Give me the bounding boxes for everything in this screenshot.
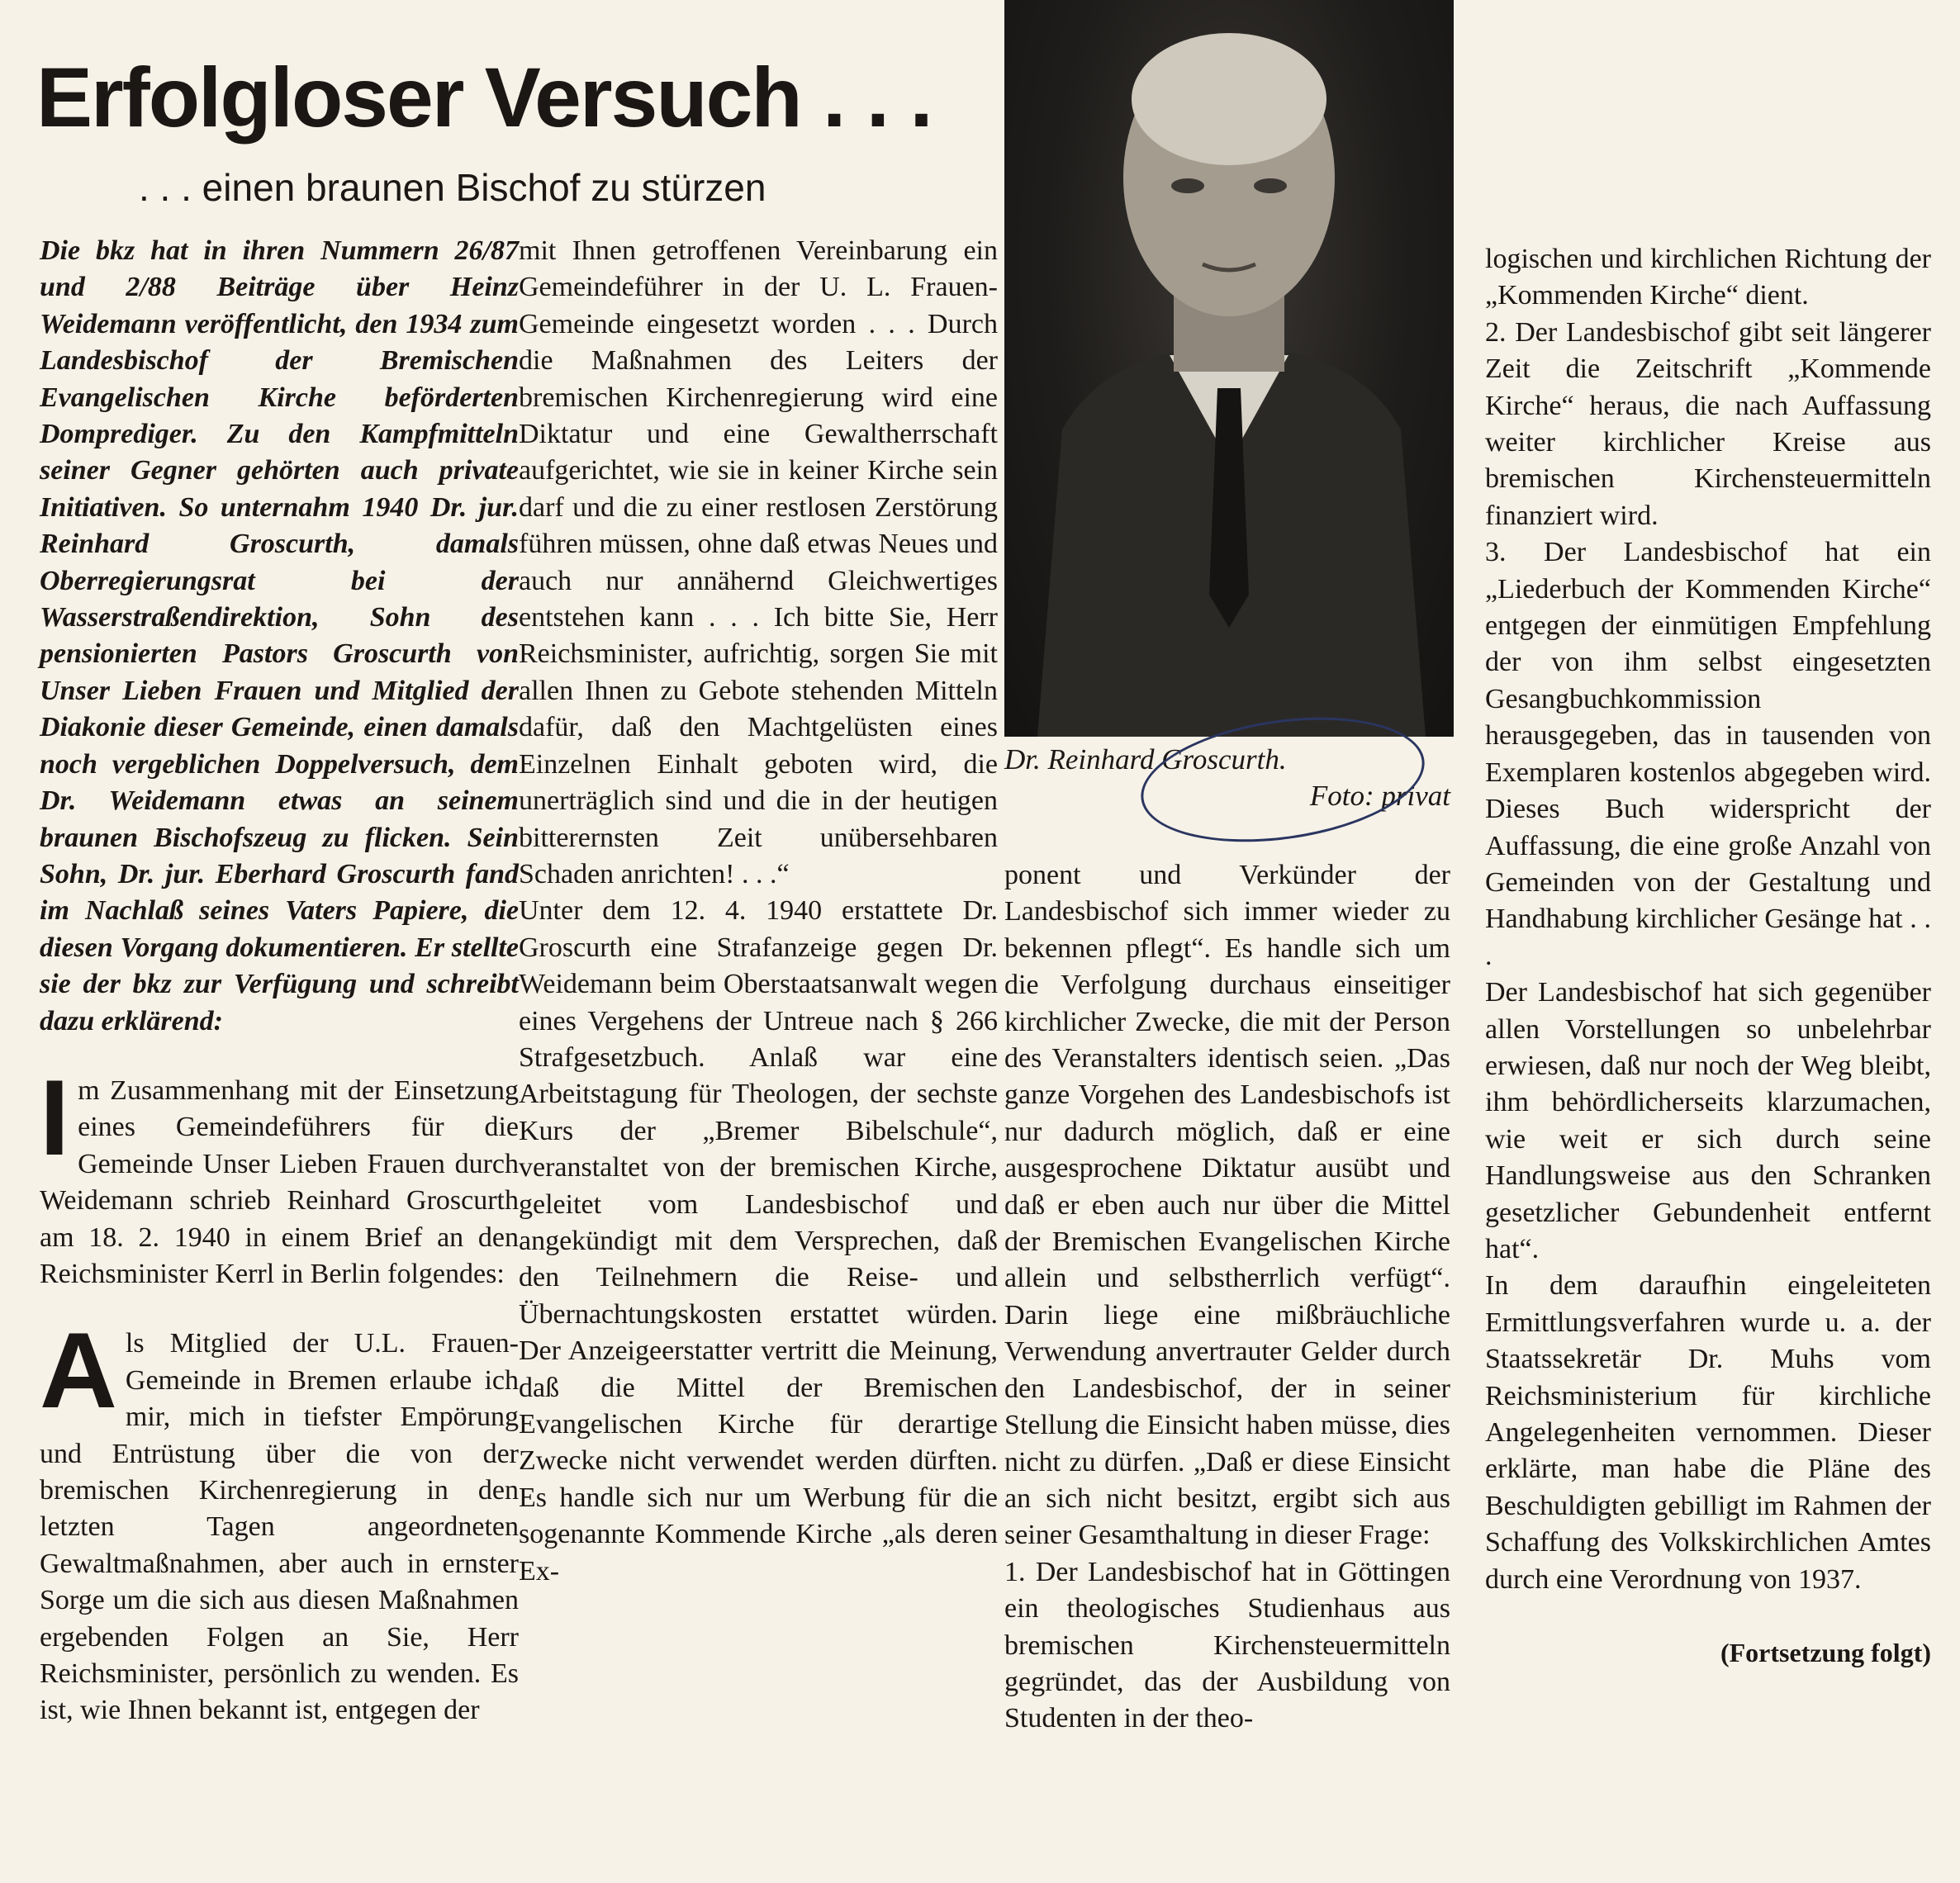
point-1: 1. Der Landesbischof hat in Göttingen ein theologisches Studienhaus aus bremischen Kirchensteuermitteln gegründet, das der Ausbildung von Studenten in der theo- xyxy=(1004,1556,1450,1734)
column-2 xyxy=(519,233,998,1590)
portrait-photo xyxy=(1004,0,1454,737)
drop-cap-i: I xyxy=(40,1056,70,1178)
column-4 xyxy=(1485,241,1931,1671)
point-1-continued: logischen und kirchlichen Richtung der „Kommenden Kirche“ dient. xyxy=(1485,244,1931,311)
paragraph-3: Unter dem 12. 4. 1940 erstattete Dr. Groscurth eine Strafanzeige gegen Dr. Weidemann beim Oberstaatsanwalt wegen eines Vergehens der Untreue nach § 266 Strafgesetzbuch. Anlaß war eine Arbeitstagung für Theologen, der sechste Kurs der „Bremer Bibelschule“, veranstaltet von der bremischen Kirche, geleitet vom Landesbischof und angekündigt mit dem Versprechen, daß den Teilnehmern die Reise- und Übernachtungskosten erstattet würden. Der Anzeigeerstatter vertritt die Meinung, daß die Mittel der Bremischen Evangelischen Kirche für derartige Zwecke nicht verwendet werden dürften. Es handle sich nur um Werbung für die sogenannte Kommende Kirche „als deren Ex- xyxy=(519,895,998,1587)
paragraph-1-text: m Zusammenhang mit der Einsetzung eines Gemeindeführers für die Gemeinde Unser Lieben Frauen durch Weidemann schrieb Reinhard Groscurth am 18. 2. 1940 in einem Brief an den Reichsminister Kerrl in Berlin folgendes: xyxy=(40,1074,519,1289)
paragraph-2-text: ls Mitglied der U.L. Frauen-Gemeinde in Bremen erlaube ich mir, mich in tiefster Empörung und Entrüstung über die von der bremischen Kirchenregierung in den letzten Tagen angeordneten Gewaltmaßnahmen, aber auch in ernster Sorge um die sich aus diesen Maßnahmen ergebenden Folgen an Sie, Herr Reichsminister, persönlich zu wenden. Es ist, wie Ihnen bekannt ist, entgegen der xyxy=(40,1328,519,1726)
point-2: 2. Der Landesbischof gibt seit längerer Zeit die Zeitschrift „Kommende Kirche“ heraus, die nach Auffassung weiter kirchlicher Kreise aus bremischen Kirchensteuermitteln finanziert wird. xyxy=(1485,316,1931,531)
intro-paragraph: Die bkz hat in ihren Nummern 26/87 und 2/88 Beiträge über Heinz Weidemann veröffentlicht, den 1934 zum Landesbischof der Bremischen Evangelischen Kirche beförderten Domprediger. Zu den Kampfmitteln seiner Gegner gehörten auch private Initiativen. So unternahm 1940 Dr. jur. Reinhard Groscurth, damals Oberregierungsrat bei der Wasserstraßendirektion, Sohn des pensionierten Pastors Groscurth von Unser Lieben Frauen und Mitglied der Diakonie dieser Gemeinde, einen damals noch vergeblichen Doppelversuch, dem Dr. Weidemann etwas an seinem braunen Bischofszeug zu flicken. Sein Sohn, Dr. jur. Eberhard Groscurth fand im Nachlaß seines Vaters Papiere, die diesen Vorgang dokumentieren. Er stellte sie der bkz zur Verfügung und schreibt dazu erklärend: xyxy=(40,235,519,1036)
portrait-illustration xyxy=(1004,0,1454,737)
caption-text: Dr. Reinhard Groscurth. xyxy=(1004,743,1287,775)
subheadline: . . . einen braunen Bischof zu stürzen xyxy=(139,166,766,209)
column-1 xyxy=(40,233,519,1729)
continuation-note: (Fortsetzung folgt) xyxy=(1720,1638,1931,1668)
photo-credit: Foto: privat xyxy=(1309,780,1450,812)
paragraph-5: In dem daraufhin eingeleiteten Ermittlungsverfahren wurde u. a. der Staatssekretär Dr. Muhs vom Reichsministerium für kirchliche Angelegenheiten vernommen. Dieser erklärte, man habe die Pläne des Beschuldigten gebilligt im Rahmen der Schaffung des Volkskirchlichen Amtes durch eine Verordnung von 1937. xyxy=(1485,1270,1931,1595)
column-3 xyxy=(1004,857,1450,1738)
paragraph-2-continued: mit Ihnen getroffenen Vereinbarung ein Gemeindeführer in der U. L. Frauen-Gemeinde eingesetzt worden . . . Durch die Maßnahmen des Leiters der bremischen Kirchenregierung wird eine Diktatur und eine Gewaltherrschaft aufgerichtet, wie sie in keiner Kirche sein darf und die zu einer restlosen Zerstörung führen müssen, ohne daß etwas Neues und auch nur annähernd Gleichwertiges entstehen kann . . . Ich bitte Sie, Herr Reichsminister, aufrichtig, sorgen Sie mit allen Ihnen zu Gebote stehenden Mitteln dafür, daß den Machtgelüsten eines Einzelnen Einhalt geboten wird, die unerträglich sind und die in der heutigen bitterernsten Zeit unübersehbaren Schaden anrichten! . . .“ xyxy=(519,235,998,889)
headline: Erfolgloser Versuch . . . xyxy=(36,50,932,145)
drop-cap-a: A xyxy=(40,1310,117,1431)
paragraph-2 xyxy=(40,1310,519,1729)
point-3: 3. Der Landesbischof hat ein „Liederbuch der Kommenden Kirche“ entgegen der einmütigen Empfehlung der von ihm selbst eingesetzten Gesangbuchkommission herausgegeben, das in tausenden von Exemplaren kostenlos abgegeben wird. Dieses Buch widerspricht der Auffassung, die eine große Anzahl von Gemeinden von der Gestaltung und Handhabung kirchlicher Gesänge hat . . . xyxy=(1485,537,1931,971)
paragraph-1 xyxy=(40,1056,519,1292)
paragraph-3-continued: ponent und Verkünder der Landesbischof sich immer wieder zu bekennen pflegt“. Es handle sich um die Verfolgung durchaus einseitiger kirchlicher Zwecke, die mit der Person des Veranstalters identisch seien. „Das ganze Vorgehen des Landesbischofs ist nur dadurch möglich, daß er eine ausgesprochene Diktatur ausübt und daß er eben auch nur über die Mittel der Bremischen Evangelischen Kirche allein und selbstherrlich verfügt“. Darin liege eine mißbräuchliche Verwendung anvertrauter Gelder durch den Landesbischof, der in seiner Stellung die Einsicht haben müsse, dies nicht zu dürfen. „Daß er diese Einsicht an sich nicht besitzt, ergibt sich aus seiner Gesamthaltung in dieser Frage: xyxy=(1004,860,1450,1551)
paragraph-4: Der Landesbischof hat sich gegenüber allen Vorstellungen so unbelehrbar erwiesen, daß nur noch der Weg bleibt, ihm behördlicherseits klarzumachen, wie weit er sich durch seine Handlungsweise aus den Schranken gesetzlicher Gebundenheit entfernt hat“. xyxy=(1485,977,1931,1264)
